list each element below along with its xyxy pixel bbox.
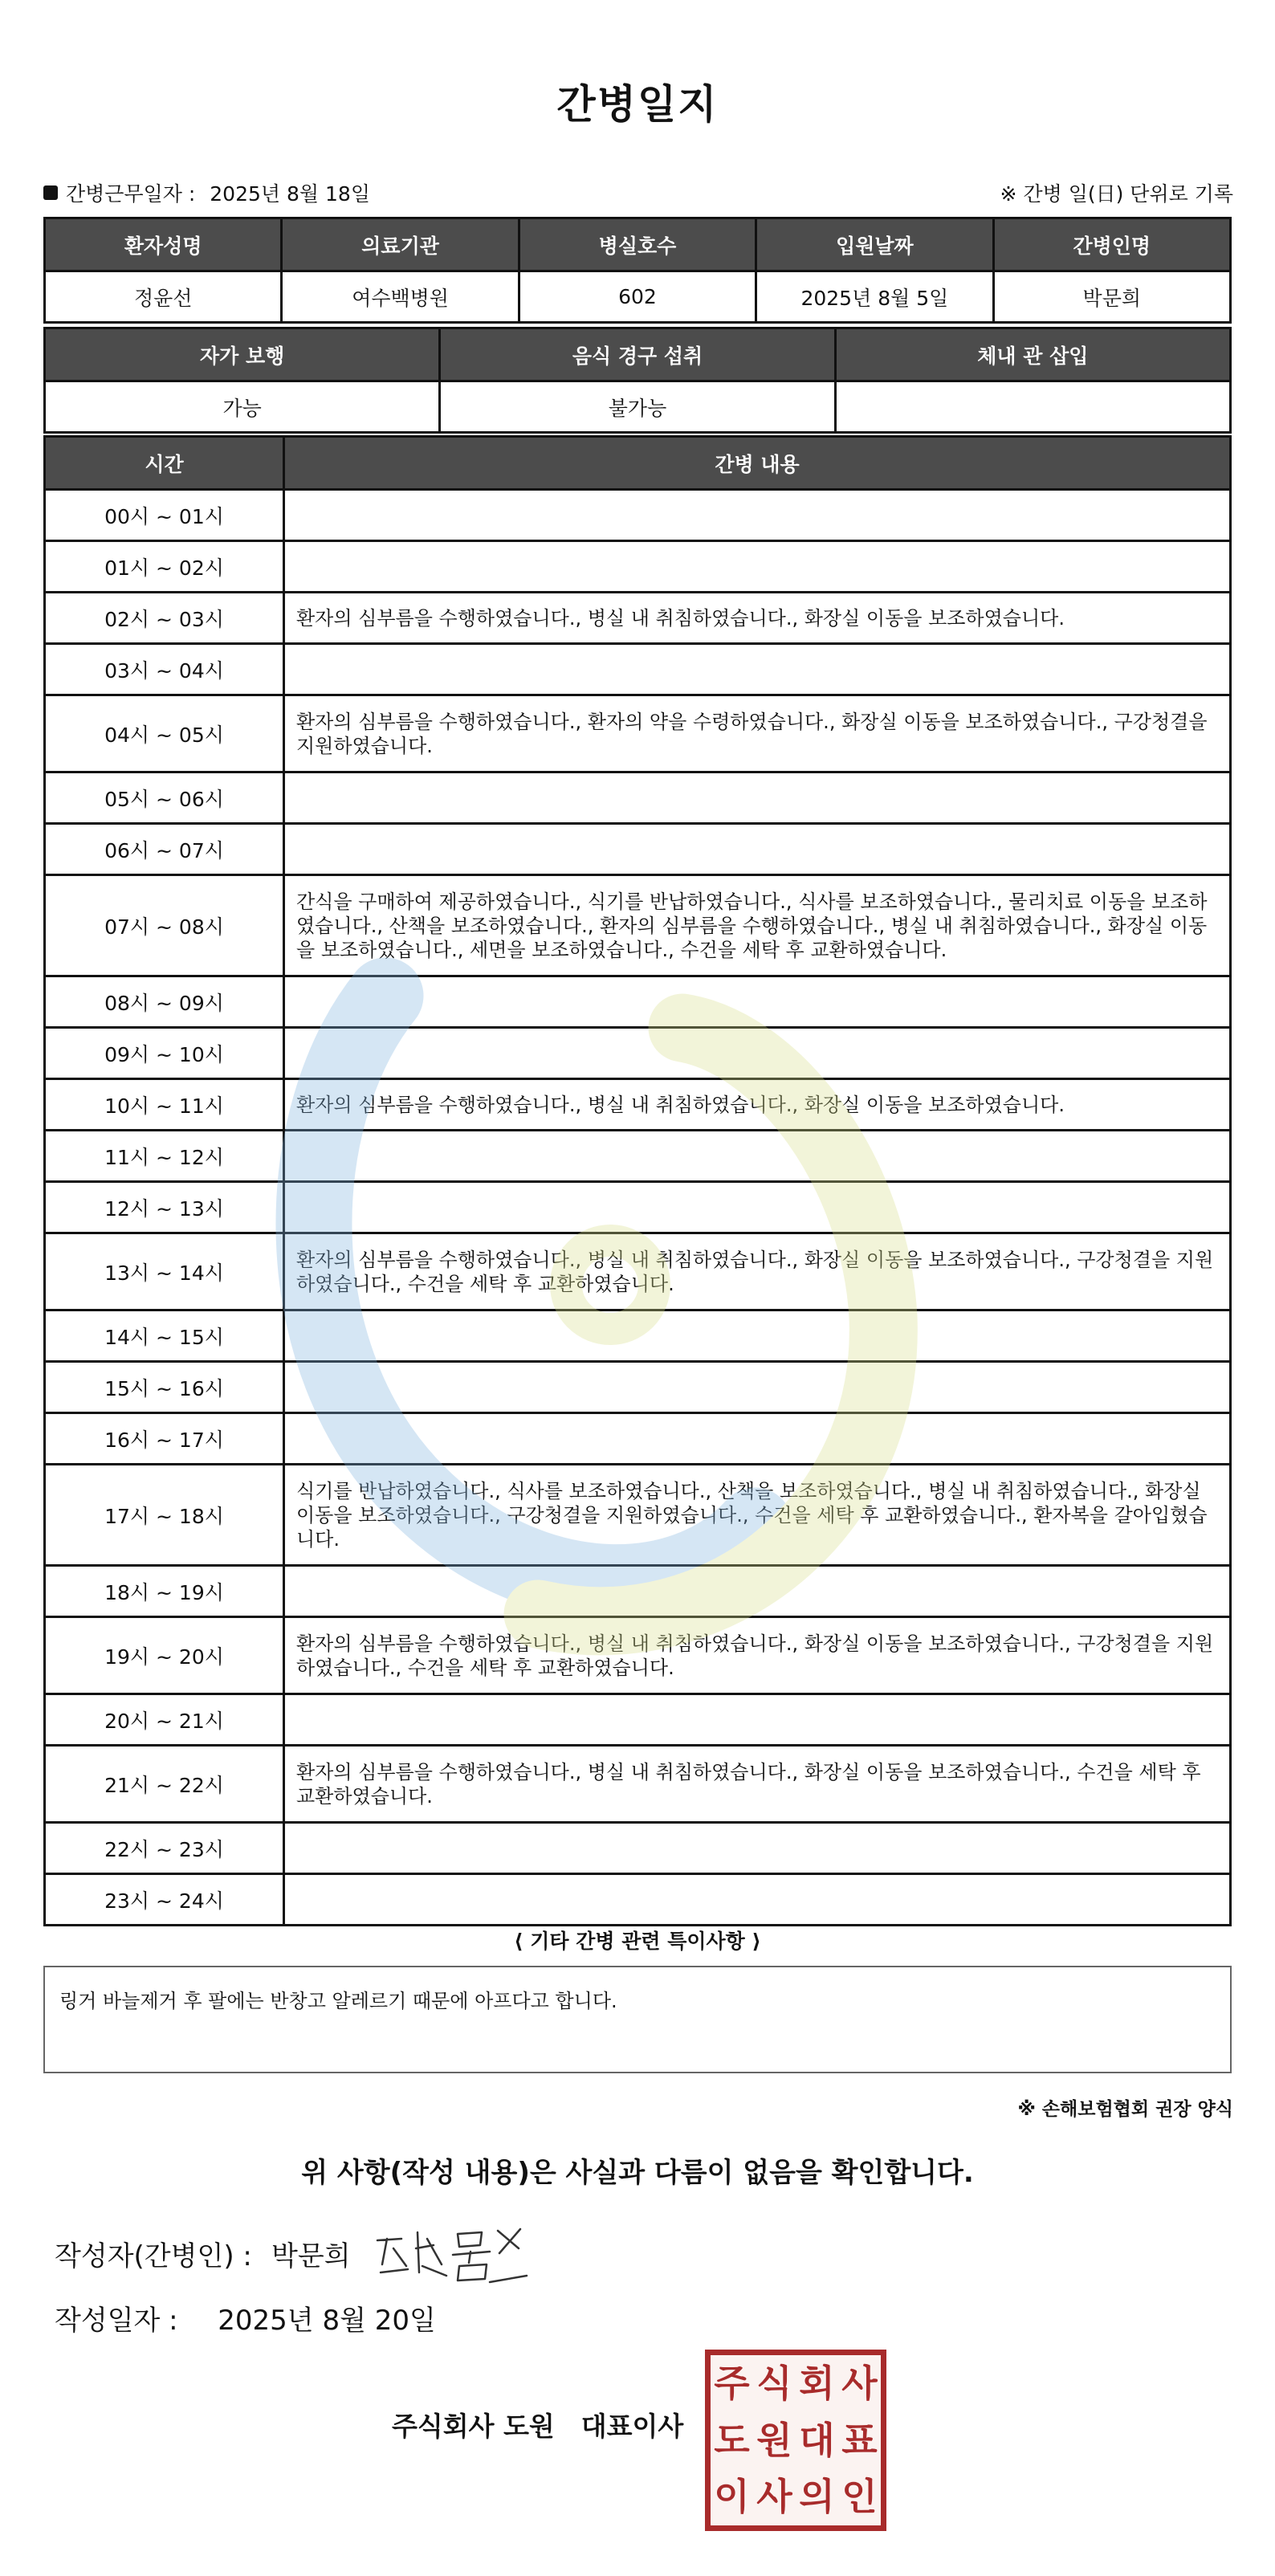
log-content: 환자의 심부름을 수행하였습니다., 병실 내 취침하였습니다., 화장실 이동을 보조하였습니다., 수건을 세탁 후 교환하였습니다.: [284, 1746, 1231, 1823]
log-time: 05시 ~ 06시: [45, 772, 284, 824]
log-content: [284, 976, 1231, 1028]
log-row: [45, 593, 1231, 644]
seal-character: 대: [799, 2418, 835, 2462]
seal-character: 식: [756, 2362, 792, 2405]
log-content: 환자의 심부름을 수행하였습니다., 병실 내 취침하였습니다., 화장실 이동을 보조하였습니다., 구강청결을 지원하였습니다., 수건을 세탁 후 교환하였습니다.: [284, 1617, 1231, 1694]
tube-insertion: [835, 381, 1230, 433]
log-time: 04시 ~ 05시: [45, 695, 284, 772]
written-date-label: 작성일자 :: [55, 2305, 178, 2337]
log-content: [284, 1694, 1231, 1746]
log-time: 17시 ~ 18시: [45, 1465, 284, 1566]
log-row: [45, 1310, 1231, 1362]
patient-status-table: [43, 327, 1232, 434]
work-date-line: [43, 178, 370, 207]
log-time: 08시 ~ 09시: [45, 976, 284, 1028]
header-oral-intake: 음식 경구 섭취: [440, 328, 835, 381]
log-row: [45, 490, 1231, 541]
log-time: 02시 ~ 03시: [45, 593, 284, 644]
log-row: [45, 1413, 1231, 1465]
log-time: 03시 ~ 04시: [45, 644, 284, 695]
log-content: [284, 1182, 1231, 1233]
header-care-content: 간병 내용: [284, 437, 1231, 490]
log-row: [45, 1028, 1231, 1079]
handwritten-signature: [369, 2216, 530, 2289]
log-time: 06시 ~ 07시: [45, 824, 284, 875]
admission-date: 2025년 8월 5일: [756, 271, 993, 323]
log-content: [284, 490, 1231, 541]
log-content: 환자의 심부름을 수행하였습니다., 병실 내 취침하였습니다., 화장실 이동을 보조하였습니다., 구강청결을 지원하였습니다., 수건을 세탁 후 교환하였습니다.: [284, 1233, 1231, 1310]
log-content: [284, 1566, 1231, 1617]
patient-name: 정윤선: [45, 271, 282, 323]
seal-character: 이: [714, 2475, 750, 2519]
header-room-number: 병실호수: [519, 218, 756, 271]
self-walking: 가능: [45, 381, 440, 433]
log-time: 10시 ~ 11시: [45, 1079, 284, 1131]
log-time: 13시 ~ 14시: [45, 1233, 284, 1310]
log-row: [45, 1465, 1231, 1566]
oral-intake: 불가능: [440, 381, 835, 433]
document-title: 간병일지: [556, 81, 719, 128]
log-time: 20시 ~ 21시: [45, 1694, 284, 1746]
seal-character: 사: [756, 2475, 792, 2519]
seal-character: 회: [799, 2362, 835, 2405]
log-time: 11시 ~ 12시: [45, 1131, 284, 1182]
header-tube-insertion: 체내 관 삽입: [835, 328, 1230, 381]
remarks-text: 링거 바늘제거 후 팔에는 반창고 알레르기 때문에 아프다고 합니다.: [59, 1990, 617, 2012]
header-hospital: 의료기관: [282, 218, 519, 271]
unit-note: ※ 간병 일(日) 단위로 기록: [1000, 182, 1233, 206]
writer-name: 박문희: [271, 2240, 351, 2272]
log-row: [45, 875, 1231, 976]
work-date-value: 2025년 8월 18일: [210, 182, 370, 206]
log-content: [284, 644, 1231, 695]
log-content: 간식을 구매하여 제공하였습니다., 식기를 반납하였습니다., 식사를 보조하였습니다., 물리치료 이동을 보조하였습니다., 산책을 보조하였습니다., 환자의 심부름을 수행하였습니다., 병실 내 취침하였습니다., 화장실 이동을 보조하였습니다., 세면을 보조하였습니다., 수건을 세탁 후 교환하였습니다.: [284, 875, 1231, 976]
log-time: 14시 ~ 15시: [45, 1310, 284, 1362]
log-row: [45, 1694, 1231, 1746]
seal-character: 주: [714, 2362, 750, 2405]
written-date-value: 2025년 8월 20일: [218, 2305, 436, 2337]
log-time: 18시 ~ 19시: [45, 1566, 284, 1617]
header-self-walking: 자가 보행: [45, 328, 440, 381]
log-time: 09시 ~ 10시: [45, 1028, 284, 1079]
room-number: 602: [519, 271, 756, 323]
log-row: [45, 1362, 1231, 1413]
caregiver-name: 박문희: [993, 271, 1230, 323]
header-time: 시간: [45, 437, 284, 490]
writer-label: 작성자(간병인) :: [55, 2240, 252, 2272]
square-bullet-icon: [43, 185, 58, 200]
company-representative: 주식회사 도원 대표이사: [392, 2411, 684, 2442]
log-content: 환자의 심부름을 수행하였습니다., 병실 내 취침하였습니다., 화장실 이동을 보조하였습니다.: [284, 1079, 1231, 1131]
log-content: 식기를 반납하였습니다., 식사를 보조하였습니다., 산책을 보조하였습니다., 병실 내 취침하였습니다., 화장실 이동을 보조하였습니다., 구강청결을 지원하였습니다., 수건을 세탁 후 교환하였습니다., 환자복을 갈아입혔습니다.: [284, 1465, 1231, 1566]
log-row: [45, 541, 1231, 593]
log-row: [45, 644, 1231, 695]
log-time: 07시 ~ 08시: [45, 875, 284, 976]
log-time: 12시 ~ 13시: [45, 1182, 284, 1233]
log-content: [284, 1413, 1231, 1465]
log-time: 23시 ~ 24시: [45, 1874, 284, 1926]
log-content: [284, 824, 1231, 875]
log-content: [284, 1874, 1231, 1926]
log-row: [45, 695, 1231, 772]
log-row: [45, 824, 1231, 875]
log-time: 00시 ~ 01시: [45, 490, 284, 541]
log-content: [284, 1362, 1231, 1413]
company-seal-stamp: [705, 2350, 886, 2531]
remarks-title: ⟨ 기타 간병 관련 특이사항 ⟩: [514, 1930, 761, 1953]
log-time: 21시 ~ 22시: [45, 1746, 284, 1823]
log-row: [45, 1233, 1231, 1310]
remarks-box: [43, 1966, 1232, 2073]
recommend-note: ※ 손해보험협회 권장 양식: [1017, 2099, 1233, 2120]
seal-character: 인: [841, 2475, 878, 2519]
log-row: [45, 976, 1231, 1028]
seal-character: 표: [841, 2418, 878, 2462]
log-row: [45, 1131, 1231, 1182]
seal-character: 원: [756, 2418, 792, 2462]
hospital: 여수백병원: [282, 271, 519, 323]
header-patient-name: 환자성명: [45, 218, 282, 271]
log-time: 19시 ~ 20시: [45, 1617, 284, 1694]
log-row: [45, 1566, 1231, 1617]
work-date-label: 간병근무일자 :: [66, 182, 196, 206]
log-content: [284, 1131, 1231, 1182]
seal-character: 의: [799, 2475, 835, 2519]
written-date-line: [55, 2298, 436, 2338]
log-content: [284, 1823, 1231, 1874]
header-admission-date: 입원날짜: [756, 218, 993, 271]
log-row: [45, 1874, 1231, 1926]
log-row: [45, 1746, 1231, 1823]
log-time: 22시 ~ 23시: [45, 1823, 284, 1874]
log-time: 01시 ~ 02시: [45, 541, 284, 593]
seal-character: 사: [841, 2362, 878, 2405]
log-content: [284, 1028, 1231, 1079]
patient-info-table: [43, 217, 1232, 324]
log-content: 환자의 심부름을 수행하였습니다., 병실 내 취침하였습니다., 화장실 이동을 보조하였습니다.: [284, 593, 1231, 644]
log-time: 15시 ~ 16시: [45, 1362, 284, 1413]
log-content: [284, 1310, 1231, 1362]
log-row: [45, 1079, 1231, 1131]
log-time: 16시 ~ 17시: [45, 1413, 284, 1465]
confirmation-statement: 위 사항(작성 내용)은 사실과 다름이 없음을 확인합니다.: [301, 2157, 974, 2189]
log-content: [284, 541, 1231, 593]
log-content: 환자의 심부름을 수행하였습니다., 환자의 약을 수령하였습니다., 화장실 이동을 보조하였습니다., 구강청결을 지원하였습니다.: [284, 695, 1231, 772]
log-row: [45, 1617, 1231, 1694]
care-log-table: [43, 435, 1232, 1926]
header-caregiver-name: 간병인명: [993, 218, 1230, 271]
log-row: [45, 1823, 1231, 1874]
log-content: [284, 772, 1231, 824]
seal-character: 도: [714, 2418, 750, 2462]
log-row: [45, 1182, 1231, 1233]
log-row: [45, 772, 1231, 824]
